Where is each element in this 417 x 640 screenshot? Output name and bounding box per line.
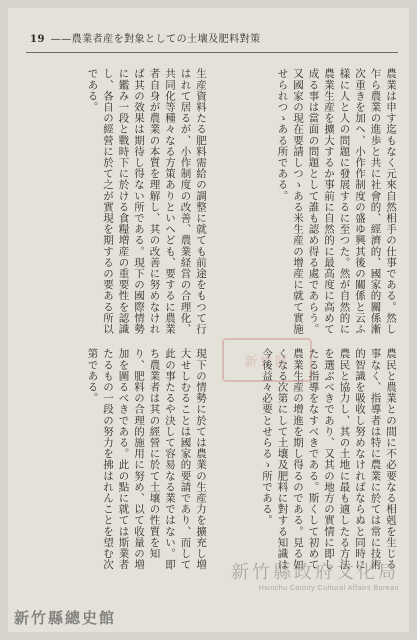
text-column-top-left: 生産資料たる肥料需給の調整に就ても前途をもつて行はれて居るが、小作制度の改善、農業経営の合理化、共同化等種々なる方策ありといへども、要するに農業者自身が農業の本質を理解し、其の改善に努めなければ其の效果は期待し得ない所である。現下の國際情勢に鑑み一段と戰時下に於ける食糧増産の重要性を認識し、各自の經營に於て之が實現を期するの要ある所以である。	[86, 68, 207, 335]
scanned-page	[8, 8, 409, 632]
text-column-top-right: 農業は申す迄もなく元來自然相手の仕事である。然し乍ら農業の進歩と共に社會的、經濟的、國家的關係漸次重きを加へ、小作作制度の盛ゆ興其後の關係と云ふ樣に人と人の問題に發展するに至つた。然が自然的に農業生産を擴大するか事前に自然的に最高度に高めて成る事は當面の問題として誰も認め得る處であらう。又國家の現在要請しつゝある米生産の增産に就て實施せられつゝある所である。	[276, 68, 397, 335]
footer-brand-logo: 新竹縣總史館	[14, 609, 117, 627]
watermark-subtitle: Hsinchu County Cultural Affairs Bureau	[258, 585, 399, 592]
text-column-bottom-right: 農民と農業との間に不必要なる相剋を生じる事なく、指導者は特に農業に於ては常に技術的智識を吸收し努めなければならぬと同時に農民と協力し、其の土地に最も適したる方法を選ぶべきであり、又其の地方の實情に即したる指導をなすべきである。斯くして初めて農業生産の增進を期し得るのである。見る如くなる次第にして土壤及肥料に對する知識は今後益々必要とせらるゝ所である。	[261, 348, 397, 570]
running-title: ——農業者産を對象としての土壤及肥料對策	[50, 34, 261, 45]
text-column-bottom-left: 現下の情勢に於ては農業の生産力を擴充し増大せしむることは國家的要請であり、而して此の事たるや決して容易なる業ではない。即ち農業者は其の經營に於て土壤の性質を知り、肥料の合理的施用に努め、以て收量の増加を圖るべきである。此の點に就ては斯業者たるもの一段の努力を拂はれんことを望む次第である。	[86, 348, 207, 570]
running-header	[30, 30, 261, 45]
archive-watermark	[231, 558, 399, 592]
header-rule	[26, 52, 398, 53]
page-number: 19	[30, 34, 45, 45]
watermark-title: 新竹縣政府文化局	[231, 562, 399, 583]
archive-stamp: 新竹縣	[222, 338, 312, 382]
